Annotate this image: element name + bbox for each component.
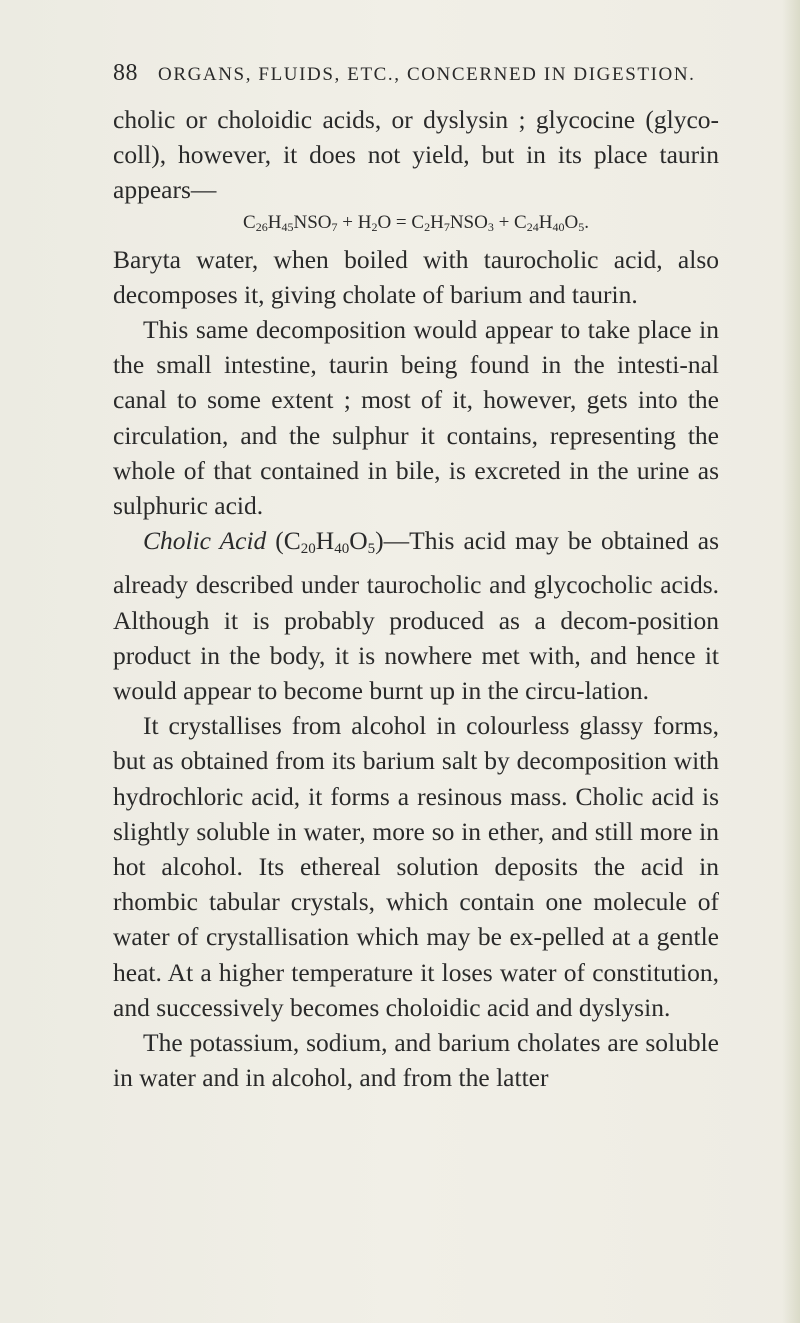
page-edge-shading xyxy=(782,0,800,1323)
eq-operator: = xyxy=(395,211,407,233)
eq-sub: 45 xyxy=(281,219,294,234)
paragraph-cholates: The potassium, sodium, and barium cholates are soluble in water and in alcohol, and from the latter xyxy=(113,1028,719,1093)
paragraph-baryta: Baryta water, when boiled with taurocholic acid, also decomposes it, giving cholate of barium and taurin. xyxy=(113,244,719,309)
running-head: ORGANS, FLUIDS, ETC., CONCERNED IN DIGESTION. xyxy=(158,64,696,85)
paragraph-crystallises: It crystallises from alcohol in colourless glassy forms, but as obtained from its barium salt by decomposition with hydrochloric acid, it forms a resinous mass. Cholic acid is slightly soluble in water, more so in ether, and still more in hot alcohol. Its ethereal solution deposits the acid in rhombic tabular crystals, which contain one molecule of water of crystallisation which may be ex-pelled at a gentle heat. At a higher temperature it loses water of constitution, and successively becomes choloidic acid and dyslysin. xyxy=(113,711,719,1022)
section-title: Cholic Acid xyxy=(143,526,267,556)
eq-text: O xyxy=(377,211,392,233)
chemical-equation: $C_{26}H_{45}NSO_7 + H_2O = C_2H_7NSO_3 + C_{24}H_{40}O_5$. xyxy=(243,211,589,234)
eq-operator: + xyxy=(342,211,353,233)
opening-paragraph: cholic or choloidic acids, or dyslysin ; glycocine (glyco-coll), however, it does not yield, but in its place taurin appears— xyxy=(113,105,719,205)
eq-text: NSO xyxy=(449,211,488,233)
eq-sub: 7 xyxy=(443,219,450,234)
cholic-formula: $(C_{20}H_{40}O_5)$ xyxy=(275,526,384,558)
eq-sub: 7 xyxy=(331,219,338,234)
eq-sub: 2 xyxy=(371,219,378,234)
page-number: 88 xyxy=(113,60,138,86)
eq-sub: 5 xyxy=(578,219,585,234)
eq-sub: 26 xyxy=(255,219,268,234)
formula-sub: 40 xyxy=(334,541,350,558)
formula-sub: 20 xyxy=(300,541,316,558)
eq-sub: 40 xyxy=(552,219,565,234)
paragraph-cholic-acid xyxy=(113,523,719,708)
paragraph-decomposition: This same decomposition would appear to take place in the small intestine, taurin being found in the intesti-nal canal to some extent ; most of it, however, gets into the circulation, and the sulphur it contains, representing the whole of that contained in bile, is excreted in the urine as sulphuric acid. xyxy=(113,315,719,521)
page-header xyxy=(113,60,733,87)
eq-sub: 3 xyxy=(487,219,494,234)
body-text xyxy=(113,102,719,1095)
eq-end: . xyxy=(584,211,589,233)
formula-sub: 5 xyxy=(367,541,376,558)
eq-sub: 2 xyxy=(424,219,431,234)
eq-text: NSO xyxy=(293,211,332,233)
cholic-body: —This acid may be obtained as already described under taurocholic and glycocholic acids. Although it is probably produced as a decom-position product in the body, it is nowhere met with, and hence it would appear to become burnt up in the circu-lation. xyxy=(113,526,720,706)
eq-sub: 24 xyxy=(526,219,539,234)
eq-operator: + xyxy=(498,211,510,233)
